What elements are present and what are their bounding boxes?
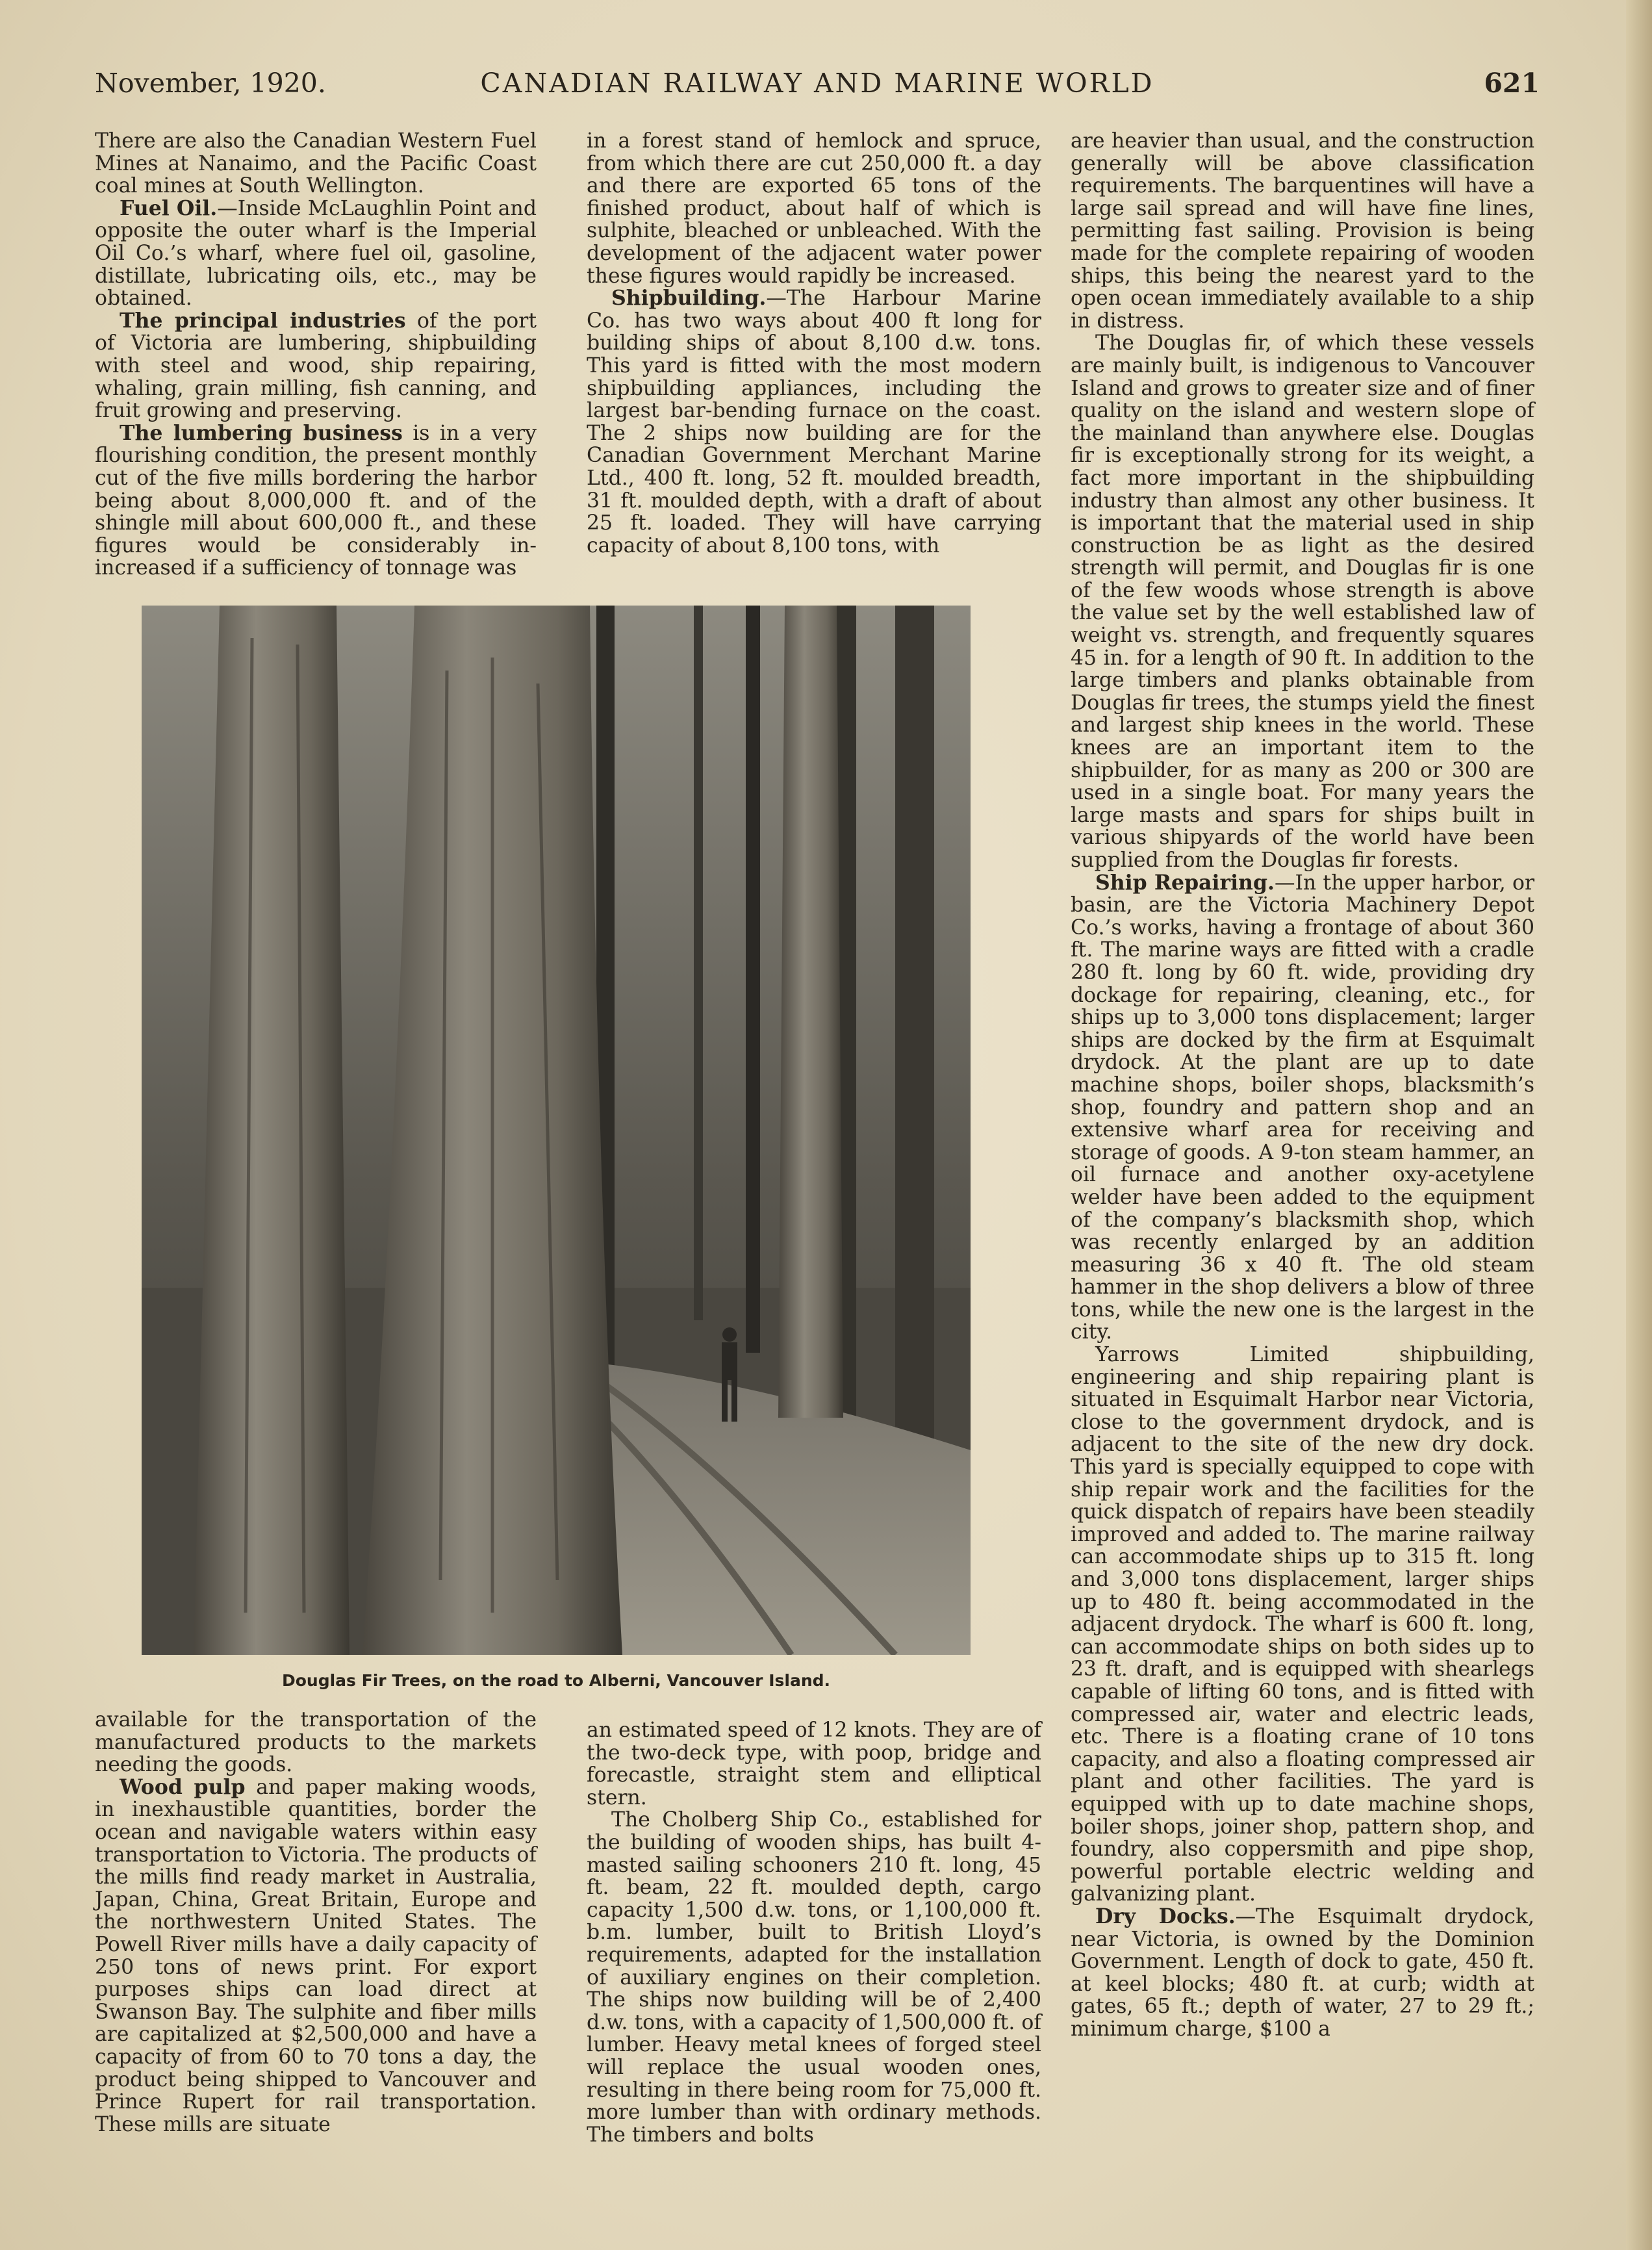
paragraph-lead: The principal industries (120, 308, 406, 333)
paragraph (1071, 1344, 1534, 1906)
column-3 (1071, 130, 1534, 2040)
paragraph-lead: Wood pulp (120, 1774, 246, 1799)
paragraph-text: —In the upper harbor, or basin, are the Victoria Machinery Depot Co.’s works, having a frontage of about 360 ft. The marine ways are fitted with a cradle 280 ft. long by 60 ft. wide, providing dry dockage for repairing, cleaning, etc., for ships up to 3,000 tons displacement; larger ships are docked by the firm at Esquimalt drydock. At the plant are up to date machine shops, boiler shops, blacksmith’s shop, foundry and pattern shop and an extensive wharf area for receiving and storage of goods. A 9-ton steam hammer, an oil furnace and another oxy-acetylene welder have been added to the equipment of the company’s blacksmith shop, which was recently enlarged by an addition measuring 36 x 40 ft. The old steam hammer in the shop delivers a blow of three tons, while the new one is the largest in the city. (1071, 871, 1534, 1344)
paragraph-lead: The lumbering business (120, 420, 403, 445)
paragraph-lead: Dry Docks. (1095, 1904, 1236, 1928)
paragraph-lead: Shipbuilding. (611, 286, 767, 311)
paragraph-text: —Inside McLaughlin Point and opposite the outer wharf is the Imperial Oil Co.’s wharf, where fuel oil, gasoline, distillate, lubricating oils, etc., may be obtained. (95, 196, 537, 311)
figure-caption: Douglas Fir Trees, on the road to Alberni, Vancouver Island. (281, 1671, 831, 1690)
running-header (95, 62, 1540, 108)
page-binding-edge (1626, 0, 1652, 2250)
paragraph-text: are heavier than usual, and the construction generally will be above classification requirements. The barquentines will have a large sail spread and will have fine lines, permitting fast sailing. Provision is being made for the complete repairing of wooden ships, this being the nearest yard to the open ocean immediately available to a ship in distress. (1071, 129, 1534, 333)
paragraph-text: available for the transportation of the manufactured products to the markets needing the goods. (95, 1708, 537, 1777)
paragraph-lead: Fuel Oil. (120, 196, 218, 220)
paragraph-lead: Ship Repairing. (1095, 870, 1275, 895)
paragraph (95, 310, 537, 422)
paragraph-text: Yarrows Limited shipbuilding, engineering and ship repairing plant is situated in Esquimalt Harbor near Victoria, close to the government drydock, and is adjacent to the site of the new dry dock. This yard is specially equipped to cope with ship repair work and the facilities for the quick dispatch of repairs have been steadily improved and added to. The marine railway can accommodate ships up to 315 ft. long and 3,000 tons displacement, larger ships up to 480 ft. being accommodated in the adjacent drydock. The wharf is 600 ft. long, can accommodate ships on both sides up to 23 ft. draft, and is equipped with shearlegs capable of lifting 60 tons, and is fitted with compressed air, water and electric leads, etc. There is a floating crane of 10 tons capacity, and also a floating compressed air plant and other facilities. The yard is equipped with up to date machine shops, boiler shops, joiner shop, pattern shop, and foundry, also coppersmith and pipe shop, powerful portable electric welding and galvanizing plant. (1071, 1343, 1534, 1906)
paragraph (1071, 872, 1534, 1344)
column-2-top (587, 130, 1041, 557)
paragraph-text: The Douglas fir, of which these vessels are mainly built, is indigenous to Vancouver Island and grows to greater size and of finer quality on the island and western slope of the mainland than anywhere else. Douglas fir is exceptionally strong for its weight, a fact more important in the shipbuilding industry than almost any other business. It is important that the material used in ship construction be as light as the desired strength will permit, and Douglas fir is one of the few woods whose strength is above the value set by the well established law of weight vs. strength, and frequently squares 45 in. for a length of 90 ft. In addition to the large timbers and planks obtainable from Douglas fir trees, the stumps yield the finest and largest ship knees in the world. These knees are an important item to the shipbuilder, for as many as 200 or 300 are used in a single boat. For many years the large masts and spars for ships built in various shipyards of the world have been supplied from the Douglas fir forests. (1071, 331, 1534, 872)
paragraph-text: and paper making woods, in inexhaustible quantities, border the ocean and navigable waters within easy transportation to Victoria. The products of the mills find ready market in Australia, Japan, China, Great Britain, Europe and the northwestern United States. The Powell River mills have a daily capacity of 250 tons of news print. For export purposes ships can load direct at Swanson Bay. The sulphite and fiber mills are capitalized at $2,500,000 and have a capacity of from 60 to 70 tons a day, the product being shipped to Vancouver and Prince Rupert for rail transportation. These mills are situate (95, 1775, 537, 2136)
paragraph-text: is in a very flourishing condition, the present monthly cut of the five mills bordering the harbor being about 8,000,000 ft. and of the shingle mill about 600,000 ft., and these figures would be considerably in- increased if a sufficiency of tonnage was (95, 421, 537, 580)
issue-date: November, 1920. (95, 68, 326, 99)
paragraph (587, 130, 1041, 287)
paragraph (587, 287, 1041, 557)
paragraph (1071, 1906, 1534, 2041)
paragraph (1071, 332, 1534, 871)
journal-title: CANADIAN RAILWAY AND MARINE WORLD (480, 68, 1154, 99)
douglas-fir-trees-photo (142, 606, 971, 1655)
paragraph (587, 1719, 1041, 1809)
paragraph (95, 1776, 537, 2136)
paragraph (95, 422, 537, 580)
paragraph (95, 1709, 537, 1776)
paragraph-text: The Cholberg Ship Co., established for the building of wooden ships, has built 4-masted sailing schooners 210 ft. long, 45 ft. beam, 22 ft. moulded depth, cargo capacity 1,500 d.w. tons, or 1,100,000 ft. b.m. lumber, built to British Lloyd’s requirements, adapted for the installation of auxiliary engines on their completion. The ships now building will be of 2,400 d.w. tons, with a capacity of 1,500,000 ft. of lumber. Heavy metal knees of forged steel will replace the usual wooden ones, resulting in there being room for 75,000 ft. more lumber than with ordinary methods. The timbers and bolts (587, 1808, 1041, 2147)
column-1-bottom (95, 1709, 537, 2136)
paragraph (1071, 130, 1534, 332)
paragraph-text: —The Esquimalt drydock, near Victoria, is owned by the Dominion Government. Length of dock to gate, 450 ft. at keel blocks; 480 ft. at curb; width at gates, 65 ft.; depth of water, 27 to 29 ft.; minimum charge, $100 a (1071, 1904, 1534, 2041)
paragraph-text: in a forest stand of hemlock and spruce, from which there are cut 250,000 ft. a day and there are exported 65 tons of the finished product, about half of which is sulphite, bleached or unbleached. With the development of the adjacent water power these figures would rapidly be increased. (587, 129, 1041, 288)
paragraph (587, 1809, 1041, 2146)
paragraph (95, 198, 537, 310)
paragraph-text: of the port of Victoria are lumbering, shipbuilding with steel and wood, ship repairing, whaling, grain milling, fish canning, and fruit growing and preserving. (95, 309, 537, 423)
paragraph-text: —The Harbour Marine Co. has two ways about 400 ft long for building ships of about 8,100 d.w. tons. This yard is fitted with the most modern shipbuilding appliances, including the largest bar-bending furnace on the coast. The 2 ships now building are for the Canadian Government Merchant Marine Ltd., 400 ft. long, 52 ft. moulded breadth, 31 ft. moulded depth, with a draft of about 25 ft. loaded. They will have carrying capacity of about 8,100 tons, with (587, 287, 1041, 557)
paragraph (95, 130, 537, 198)
paragraph-text: There are also the Canadian Western Fuel Mines at Nanaimo, and the Pacific Coast coal mines at South Wellington. (95, 129, 537, 198)
forest-photograph (142, 606, 971, 1655)
paragraph-text: an estimated speed of 12 knots. They are of the two-deck type, with poop, bridge and forecastle, straight stem and elliptical stern. (587, 1719, 1041, 1809)
column-2-bottom (587, 1719, 1041, 2146)
column-1-top (95, 130, 537, 580)
page-number: 621 (1484, 68, 1540, 99)
